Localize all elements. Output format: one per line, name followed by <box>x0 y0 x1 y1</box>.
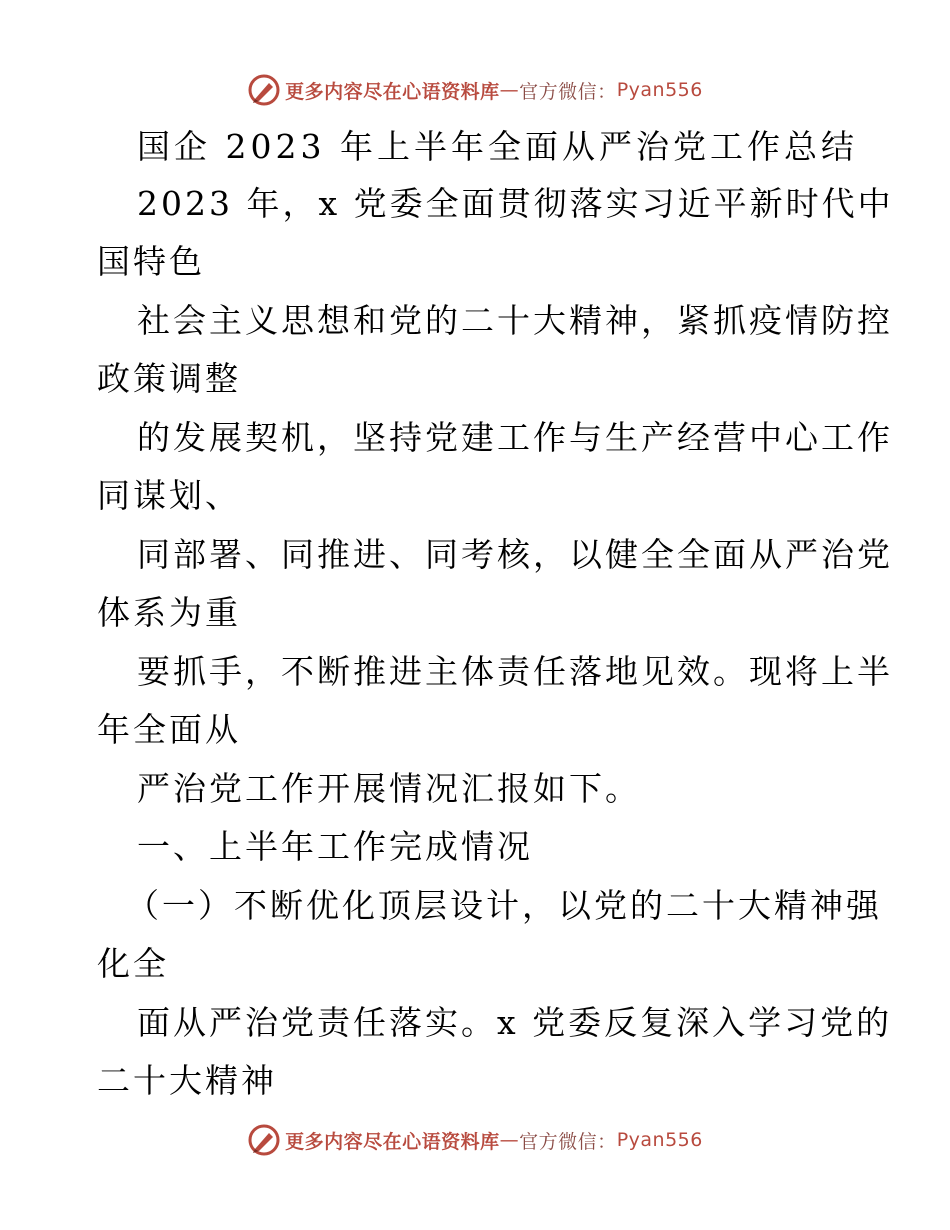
banner-main-text: 更多内容尽在心语资料库 <box>285 1130 500 1153</box>
paragraph-line: 年全面从 <box>97 710 241 749</box>
paragraph-line: 社会主义思想和党的二十大精神，紧抓疫情防控 <box>137 301 893 340</box>
banner-dash: — <box>499 79 520 101</box>
paragraph-line: 国特色 <box>97 242 205 281</box>
paragraph-line: 同部署、同推进、同考核，以健全全面从严治党 <box>137 535 893 574</box>
paragraph-line: 政策调整 <box>97 359 241 398</box>
banner-dash: — <box>499 1129 520 1151</box>
paragraph-line: 的发展契机，坚持党建工作与生产经营中心工作 <box>137 418 893 457</box>
banner-wechat-id: Pyan556 <box>616 79 703 101</box>
banner-wechat-label: 官方微信： <box>519 80 617 103</box>
header-banner <box>0 70 950 110</box>
paragraph-line: 同谋划、 <box>97 476 241 515</box>
paragraph-line: 体系为重 <box>97 593 241 632</box>
subsection-heading: （一）不断优化顶层设计，以党的二十大精神强 <box>126 886 882 925</box>
document-title: 国企 2023 年上半年全面从严治党工作总结 <box>137 127 858 166</box>
banner-main-text: 更多内容尽在心语资料库 <box>285 80 500 103</box>
banner-wechat-label: 官方微信： <box>519 1130 617 1153</box>
banner-wechat-id: Pyan556 <box>616 1129 703 1151</box>
section-heading: 一、上半年工作完成情况 <box>137 827 533 866</box>
footer-banner <box>0 1120 950 1160</box>
paragraph-line: 面从严治党责任落实。x 党委反复深入学习党的 <box>137 1003 893 1042</box>
paragraph-line: 2023 年，x 党委全面贯彻落实习近平新时代中 <box>137 184 894 223</box>
paragraph-line: 严治党工作开展情况汇报如下。 <box>137 769 641 808</box>
pen-logo-icon <box>247 73 281 107</box>
paragraph-line: 化全 <box>97 944 169 983</box>
pen-logo-icon <box>247 1123 281 1157</box>
paragraph-line: 要抓手，不断推进主体责任落地见效。现将上半 <box>137 652 893 691</box>
paragraph-line: 二十大精神 <box>97 1061 277 1100</box>
